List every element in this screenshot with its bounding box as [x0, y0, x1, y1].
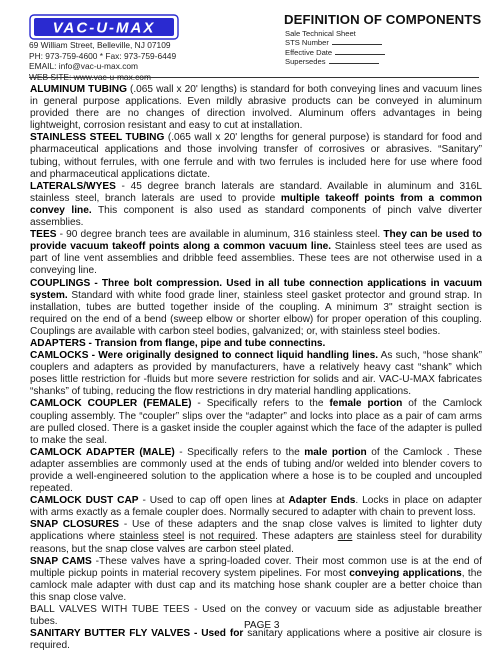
tees-paragraph: [30, 229, 482, 277]
address: 69 William Street, Belleville, NJ 07109: [29, 40, 171, 50]
snap-cams-text: -These valves have a spring-loaded cover. Their most common use is at the end of multiple pickup points in material recovery system pipelines. For most: [30, 555, 482, 579]
aluminum-tubing-text: (.065 wall x 20' lengths) is standard for both conveying lines and vacuum lines in general purpose applications. Even mildly abrasive products can be conveyed in aluminum provided there are no changes of direction involved. Aluminum offers advantages in being lightweight, corrosion resistant and easy to cut at installation.: [30, 84, 482, 132]
supersedes-label: Supersedes: [285, 57, 326, 67]
adapters-paragraph: [30, 338, 482, 350]
sts-number-field[interactable]: [332, 38, 382, 45]
snap-closures-text-is: is: [184, 531, 200, 543]
snap-closures-text: - Use of these adapters and the snap close valves is limited to lighter duty applications where: [30, 519, 482, 543]
sts-number-row: [285, 38, 385, 47]
laterals-emphasis: multiple takeoff points from a common convey line.: [30, 192, 482, 216]
stainless-tubing-heading: STAINLESS STEEL TUBING: [30, 132, 165, 144]
camlock-coupler-text-end: of the Camlock coupling assembly. The “coupler” slips over the “adapter” and locks into place as a pair of cam arms are pulled closed. There is a gasket inside the coupler against which the face of the adapter is pulled to make the seal.: [30, 398, 482, 446]
snap-closures-underline-not-required: not required: [199, 531, 256, 543]
phone-fax: PH: 973-759-4600 * Fax: 973-759-6449: [29, 50, 177, 61]
camlock-adapter-paragraph: [30, 447, 482, 495]
snap-cams-emphasis: conveying applications: [349, 567, 462, 579]
snap-closures-underline-steel: steel: [162, 531, 185, 543]
dust-cap-heading: CAMLOCK DUST CAP: [30, 495, 139, 507]
laterals-text-end: This component is also used as standard components of pinch valve diverter assemblies.: [30, 204, 482, 229]
snap-closures-paragraph: [30, 519, 482, 555]
snap-cams-paragraph: [30, 556, 482, 604]
camlock-coupler-emphasis: female portion: [329, 398, 403, 410]
document-title: DEFINITION OF COMPONENTS: [284, 12, 482, 27]
camlocks-heading: CAMLOCKS - Were originally designed to connect liquid handling lines.: [30, 350, 379, 362]
tees-text: - 90 degree branch tees are available in aluminum, 316 stainless steel.: [56, 229, 384, 241]
ball-valves-text: BALL VALVES WITH TUBE TEES - Used on the convey or vacuum side as adjustable breather tubes.: [30, 604, 482, 628]
couplings-text: Standard with white food grade liner, stainless steel gasket protector and ground strap. In installation, tubes are butted together inside of the coupling. A minimum 3" straight section is required on the end of a bend (sweep elbow or shorter elbow) for proper operation of this coupling. Couplings are available with carbon steel bodies, galvanized; or, with stainless steel bodies.: [30, 289, 482, 337]
effective-date-field[interactable]: [335, 48, 385, 55]
aluminum-tubing-heading: ALUMINUM TUBING: [30, 84, 127, 95]
snap-closures-underline-stainless: stainless: [119, 531, 159, 543]
dust-cap-text-end: . Locks in place on adapter with arms exactly as a female coupler does. Normally secured to adapter with chain to prevent loss.: [30, 495, 482, 519]
supersedes-row: [285, 57, 385, 66]
snap-closures-text-end: stainless steel for durability reasons, but the snap close valves are carbon steel plated.: [30, 531, 482, 555]
laterals-text: - 45 degree branch laterals are standard. Available in aluminum and 316L stainless steel, branch laterals are used to provide: [30, 180, 482, 204]
camlock-adapter-text-end: of the Camlock . These adapter assemblies are commonly used at the ends of tubing and/or welded into blender covers to provide a well-engineered solution to the application where a hose is to be coupled and uncoupled repeated.: [30, 446, 482, 495]
couplings-heading: COUPLINGS - Three bolt compression. Used in all tube connection applications in vacuum system.: [30, 277, 482, 301]
camlocks-paragraph: [30, 350, 482, 398]
tees-emphasis: They can be used to provide vacuum takeoff points along a common vacuum line.: [30, 229, 482, 253]
laterals-paragraph: [30, 181, 482, 229]
couplings-paragraph: [30, 278, 482, 338]
aluminum-tubing-paragraph: [30, 84, 482, 132]
effective-date-label: Effective Date: [285, 47, 333, 57]
email: EMAIL: info@vac-u-max.com: [29, 61, 139, 72]
tees-heading: TEES: [30, 229, 57, 241]
snap-closures-text-adapters: . These adapters: [255, 531, 338, 543]
camlock-coupler-heading: CAMLOCK COUPLER (FEMALE): [30, 398, 192, 410]
stainless-tubing-text: (.065 wall x 20' lengths for general purpose) is standard for food and pharmaceutical applications and those involving transfer of corrosives or abrasives. “Sanitary” tubing, without ferrules, with one ferrule and with two ferrules is included here for use where food and pharmaceutical applications dictate.: [30, 132, 483, 180]
snap-closures-underline-are: are: [337, 531, 353, 543]
butterfly-valves-paragraph: [30, 628, 482, 652]
camlock-coupler-text: - Specifically refers to the: [191, 398, 330, 410]
page-number: PAGE 3: [244, 620, 280, 631]
snap-closures-heading: SNAP CLOSURES: [30, 519, 120, 531]
logo-lettering: VAC-U-MAX: [52, 19, 156, 37]
laterals-heading: LATERALS/WYES: [30, 180, 116, 192]
camlock-coupler-paragraph: [30, 398, 482, 446]
snap-cams-heading: SNAP CAMS: [30, 555, 92, 567]
camlock-adapter-text: - Specifically refers to the: [174, 446, 305, 458]
sts-number-label: STS Number: [285, 38, 329, 48]
stainless-tubing-paragraph: [30, 132, 482, 180]
sheet-fields: [285, 29, 385, 67]
definitions-body: [30, 84, 482, 652]
effective-date-row: [285, 48, 385, 57]
header-divider: [29, 77, 479, 78]
butterfly-valves-text: sanitary applications where a positive air closure is required.: [30, 628, 482, 652]
dust-cap-paragraph: [30, 495, 482, 519]
adapters-heading: ADAPTERS - Transion from flange, pipe and tube connectins.: [30, 337, 326, 349]
vac-u-max-logo: [28, 12, 180, 42]
dust-cap-emphasis: Adapter Ends: [288, 495, 356, 507]
supersedes-field[interactable]: [329, 57, 379, 64]
website: WEB SITE: www.vac-u-max.com: [29, 71, 151, 82]
camlock-adapter-emphasis: male portion: [304, 446, 367, 458]
snap-cams-text-end: , the camlock male adapter with dust cap and its matching hose shank coupler are a better choice than this snap close valve.: [30, 567, 483, 603]
tees-text-end: Stainless steel tees are used as part of line vent assemblies and dribble feed assemblies. These tees are not otherwise used in a conveying line.: [30, 241, 482, 277]
sheet-type: Sale Technical Sheet: [285, 29, 356, 38]
dust-cap-text: - Used to cap off open lines at: [138, 495, 289, 507]
butterfly-valves-heading: SANITARY BUTTER FLY VALVES - Used for: [30, 628, 244, 640]
camlocks-text: As such, “hose shank” couplers and adapters as provided by manufacturers, have a relatively heavy cast “shank” which poses little restriction for -fluids but more severe restriction for solids and air. VAC-U-MAX fabricates “shanks” of tubing, reducing the flow restrictions in dry material handling applications.: [30, 350, 482, 398]
camlock-adapter-heading: CAMLOCK ADAPTER (MALE): [30, 446, 175, 458]
